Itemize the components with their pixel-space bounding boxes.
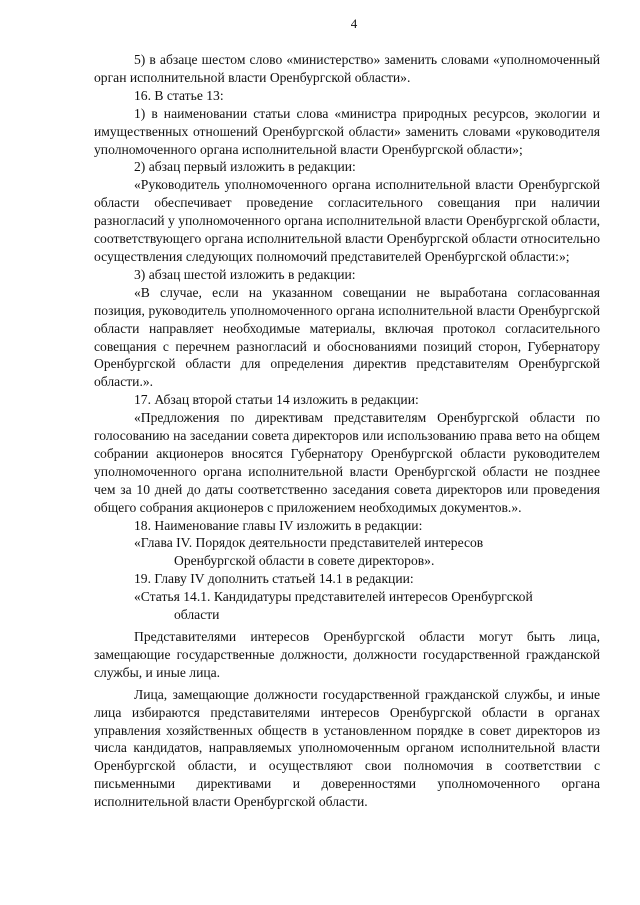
paragraph: 2) абзац первый изложить в редакции: <box>134 159 356 175</box>
paragraph: Лица, замещающие должности государственной гражданской службы, и иные лица избираются представителями интересов Оренбургской области в органах управления хозяйственных обществ в установленном порядке в совет директоров из числа кандидатов, направляемых уполномоченным органом исполнительной власти Оренбургской области, и осуществляют свои полномочия в соответствии с письменными директивами и доверенностями уполномоченного органа исполнительной власти Оренбургской области. <box>94 686 600 810</box>
paragraph: 17. Абзац второй статьи 14 изложить в редакции: <box>134 392 419 408</box>
paragraph: 5) в абзаце шестом слово «министерство» заменить словами «уполномоченный орган исполнительной власти Оренбургской области». <box>94 52 600 85</box>
paragraph: 3) абзац шестой изложить в редакции: <box>134 266 356 282</box>
chapter-title-line-2: Оренбургской области в совете директоров». <box>174 553 435 569</box>
paragraph: 1) в наименовании статьи слова «министра природных ресурсов, экологии и имущественных отношений Оренбургской области» заменить словами «руководителя уполномоченного органа исполнительной власти Оренбургской области»; <box>94 105 600 157</box>
article-title-line-2: области <box>174 607 220 623</box>
paragraph: «Руководитель уполномоченного органа исполнительной власти Оренбургской области обеспечивает проведение согласительного совещания при наличии разногласий у уполномоченного органа исполнительной власти Оренбургской области, соответствующего органа исполнительной власти Оренбургской области относительно осуществления следующих полномочий представителей Оренбургской области:»; <box>94 177 600 264</box>
chapter-title-line-1: «Глава IV. Порядок деятельности представителей интересов <box>134 535 484 551</box>
document-body <box>94 51 600 811</box>
paragraph: 18. Наименование главы IV изложить в редакции: <box>134 517 423 533</box>
paragraph: 19. Главу IV дополнить статьей 14.1 в редакции: <box>134 571 414 587</box>
paragraph: 16. В статье 13: <box>134 87 224 103</box>
paragraph: «Предложения по директивам представителям Оренбургской области по голосованию на заседании совета директоров или использованию права вето на общем собрании акционеров вносятся Губернатору Оренбургской области руководителем уполномоченного органа исполнительной власти Оренбургской области не позднее чем за 10 дней до даты соответственно заседания совета директоров или проведения общего собрания акционеров с приложением необходимых документов.». <box>94 410 600 515</box>
page-number: 4 <box>350 16 358 31</box>
article-title-line-1: «Статья 14.1. Кандидатуры представителей интересов Оренбургской <box>134 589 533 605</box>
paragraph: «В случае, если на указанном совещании не выработана согласованная позиция, руководитель уполномоченного органа исполнительной власти Оренбургской области направляет необходимые материалы, включая протокол согласительного совещания с перечнем разногласий и обоснованиями позиций сторон, Губернатору Оренбургской области для определения директив представителям Оренбургской области.». <box>94 284 600 390</box>
paragraph: Представителями интересов Оренбургской области могут быть лица, замещающие государственные должности, должности государственной гражданской службы, и иные лица. <box>94 629 600 680</box>
